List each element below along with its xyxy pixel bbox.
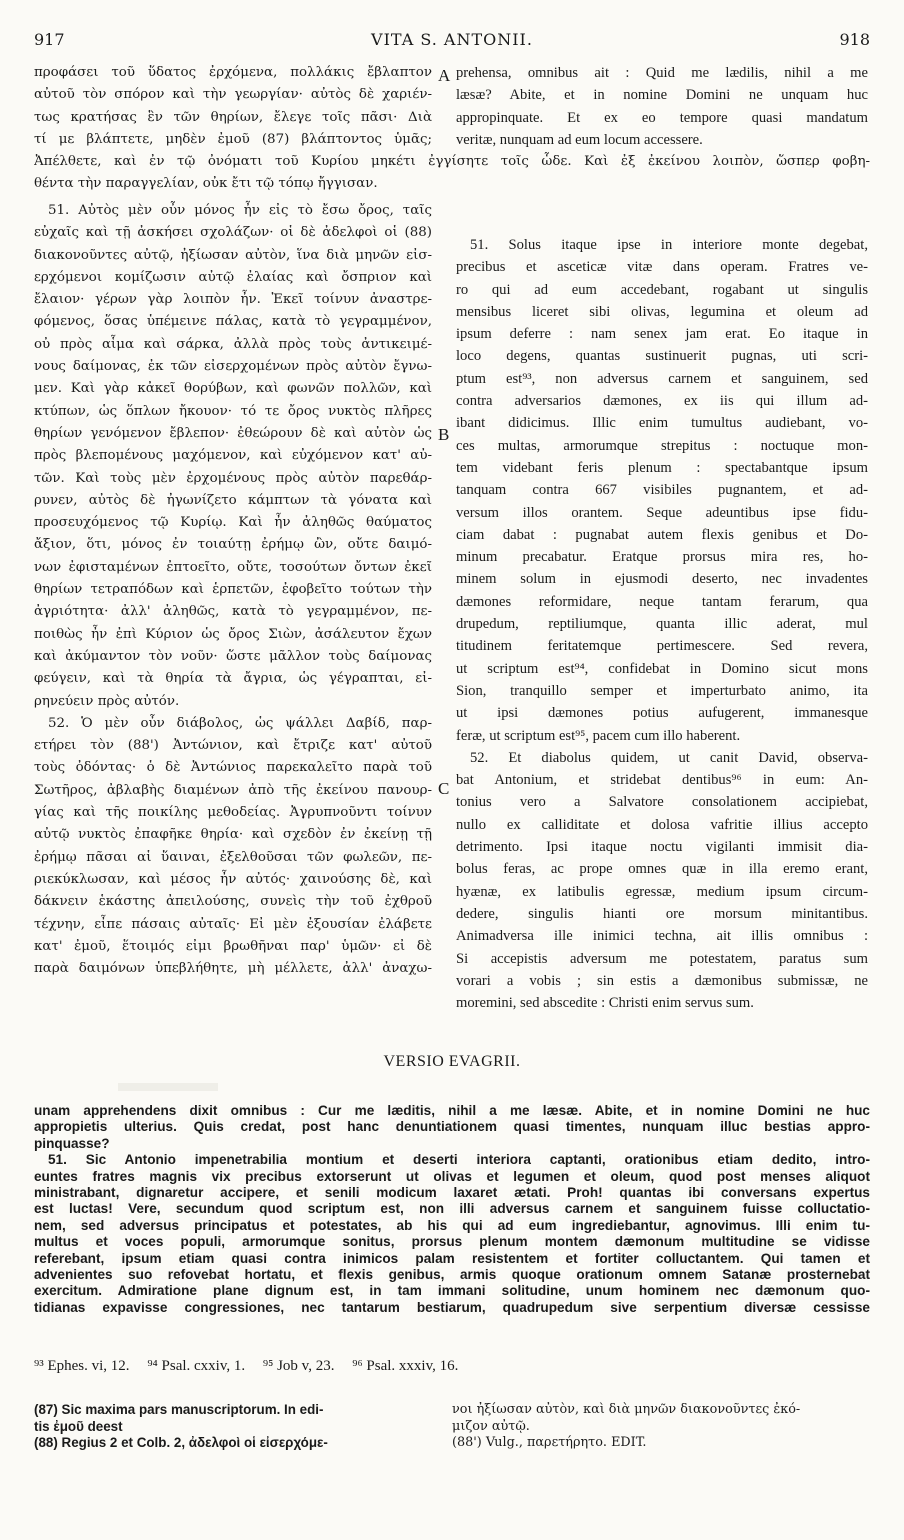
greek-line: πρὸς βλεπομένους μαχόμενον, καὶ εὐχόμενον κατ' αὐ- <box>34 448 432 464</box>
page-header <box>34 30 870 54</box>
latin-line: tem videbant feris plenum : spectabantque ipsum <box>456 459 868 476</box>
latin-line: minum precabatur. Eratque prorsus mira res, ho- <box>456 549 868 566</box>
greek-line: καὶ ἀκύμαντον τὸν νοῦν· ὥστε μᾶλλον τοὺς δαίμονας <box>34 648 432 664</box>
greek-line: ερχόμενοι κομίζωσιν αὐτῷ ἐλαίας καὶ ὄσπριον καὶ <box>34 269 432 285</box>
evagrius-line: appropietis ulterius. Quis credat, post hanc denuntiationem quasi timentes, nunquam illuc bestias appro- <box>34 1119 870 1135</box>
faint-stamp <box>118 1079 218 1097</box>
greek-line: ριεκύκλωσαν, καὶ μέσος ἦν αὐτός· χαινούσης δὲ, καὶ <box>34 871 432 887</box>
evagrius-line: pinquasse? <box>34 1135 110 1151</box>
greek-line: οὐ πρὸς αἷμα καὶ σάρκα, ἀλλὰ πρὸς τοὺς ἀντικειμέ- <box>34 336 432 352</box>
greek-line: ἐρήμῳ πᾶσαι αἱ ὕαιναι, ἐξελθοῦσαι τῶν φωλεῶν, πε- <box>34 849 432 865</box>
evagrius-line: nem, sed adversus principatus et potestates, ab his qui ad eum ingrediebantur, agnovimus. Illi enim tu- <box>34 1217 870 1233</box>
notes-right <box>452 1402 870 1452</box>
greek-line: τοὺς ὀδόντας· ὁ δὲ Ἀντώνιος παρεκαλεῖτο παρὰ τοῦ <box>34 760 432 776</box>
latin-line: ptum est⁹³, non adversus carnem et sanguinem, sed <box>456 370 868 387</box>
greek-line: ρυνεν, αὐτὸς δὲ ἠγωνίζετο κάμπτων τὰ γόνατα καὶ <box>34 492 432 508</box>
running-title: VITA S. ANTONII. <box>371 30 533 49</box>
greek-column-top <box>34 62 432 151</box>
greek-line: ρηνεύειν πρὸς αὐτόν. <box>34 693 180 709</box>
greek-line: 52. Ὁ μὲν οὖν διάβολος, ὡς ψάλλει Δαβίδ, παρ- <box>48 715 432 731</box>
latin-line: drupedum, reptiliumque, quanta illic aderat, mul <box>456 616 868 633</box>
latin-line: contra adversarios dæmones, ex iis qui illum ad- <box>456 393 868 410</box>
greek-line: θέντα τὴν παραγγελίαν, οὐκ ἔτι τῷ τόπῳ ἤγγισαν. <box>34 176 378 192</box>
greek-line: ετήρει τὸν (88') Ἀντώνιον, καὶ ἔτριζε κατ' αὐτοῦ <box>34 738 432 754</box>
scripture-references <box>34 1358 870 1375</box>
latin-line: ipsum deferre : nam senex jam erat. Eo itaque in <box>456 326 868 343</box>
latin-line: Sion, tranquillo semper et imperturbato animo, ita <box>456 682 868 699</box>
greek-full-width <box>34 151 870 196</box>
latin-line: nullo ex calliditate et dolosa vafritie illius accepto <box>456 816 868 833</box>
greek-line: θηρίων γενόμενον ἔβλεπον· ἐθεώρουν δὲ καὶ αὐτὸν ὡς <box>34 425 432 441</box>
latin-line: vorari a vobis ; sin estis a dæmonibus submissæ, ne <box>456 972 868 989</box>
latin-line: veritæ, nunquam ad eum locum accessere. <box>456 131 703 148</box>
greek-line: τως κρατήσας ἓν τῶν θηρίων, ἔλεγε τοῖς πᾶσι· Διὰ <box>34 109 432 125</box>
latin-line: Si accepistis adversum me potestatem, paratus sum <box>456 950 868 967</box>
greek-line: προφάσει τοῦ ὕδατος ἐρχόμενα, πολλάκις ἔβλαπτον <box>34 65 432 80</box>
latin-line: tonius vero a Salvatore consolationem accipiebat, <box>456 794 868 811</box>
greek-line: Σωτῆρος, ἀβλαβὴς διαμένων ἀπὸ τῆς ἐκείνου πανουρ- <box>34 782 432 798</box>
latin-line: detrimento. Ipsi itaque noctu vigilanti immisit dia- <box>456 839 868 856</box>
latin-line: ciam dabat : pugnabat autem flexis genibus et Do- <box>456 526 868 543</box>
greek-line: παρὰ δαιμόνων ὑπεβλήθητε, μὴ μέλλετε, ἀλλ' ἀναχω- <box>34 961 432 977</box>
latin-line: loco degens, quantas sustinuerit pugnas, uti scri- <box>456 348 868 365</box>
latin-line: bat Antonium, et stridebat dentibus⁹⁶ in eum: An- <box>456 772 868 789</box>
greek-line: κτύπων, ὡς ὅπλων ἤκουον· τό τε ὄρος νυκτὸς πλῆρες <box>34 403 432 419</box>
latin-line: dedere, singulis hianti ore morsum minitantibus. <box>456 905 868 922</box>
greek-line: εὐχαῖς καὶ τῇ ἀσκήσει σχολάζων· οἱ δὲ ἀδελφοὶ οἱ (88) <box>34 225 432 241</box>
note-line: (87) Sic maxima pars manuscriptorum. In edi- <box>34 1402 324 1417</box>
greek-line: ἀγριότητα· ἀλλ' ἀληθῶς, κατὰ τὸ γεγραμμένον, πε- <box>34 604 432 620</box>
greek-line: Ἀπέλθετε, καὶ ἐν τῷ ὀνόματι τοῦ Κυρίου μηκέτι ἐγγίσητε τοῖς ὧδε. Καὶ ἐξ ἐκείνου λοιπὸν, ὥσπερ φοβη- <box>34 154 870 169</box>
notes-left <box>34 1402 436 1452</box>
latin-line: hyænæ, ex latibulis egressæ, medium ipsum circum- <box>456 883 868 900</box>
greek-line: μεν. Καὶ γὰρ κἀκεῖ θορύβων, καὶ φωνῶν πολλῶν, καὶ <box>34 381 432 397</box>
latin-line: tanquam contra 667 visibiles pugnantem, et ad- <box>456 482 868 499</box>
greek-line: γίας καὶ τῆς ποικίλης μεθοδείας. Ἀγρυπνοῦντι τοίνυν <box>34 805 432 821</box>
greek-line: 51. Αὐτὸς μὲν οὖν μόνος ἦν εἰς τὸ ἔσω ὄρος, ταῖς <box>48 203 432 218</box>
greek-line: τέχνην, εἶπε πάσαις αὐταῖς· Εἰ μὲν ἐξουσίαν ἐλάβετε <box>34 916 432 932</box>
latin-line: Animadversa ille inimici techna, ait illis omnibus : <box>456 928 868 945</box>
greek-line: αὐτοῦ τὸν σπόρον καὶ τὴν γεωργίαν· αὐτὸς δὲ χαριέν- <box>34 87 432 103</box>
latin-line: mensibus liceret sibi olivas, legumina et oleum ad <box>456 303 868 320</box>
latin-line: minem solum in ejusmodi deserto, nec invadentes <box>456 571 868 588</box>
latin-column-main <box>456 234 868 1014</box>
note-line: (88') Vulg., παρετήρητο. EDIT. <box>452 1435 647 1450</box>
note-line: tis ἐμοῦ deest <box>34 1418 123 1434</box>
latin-line: feræ, ut scriptum est⁹⁵, pacem cum illo haberent. <box>456 727 741 744</box>
latin-column-top <box>456 62 868 151</box>
latin-line: ut scriptum est⁹⁴, confidebat in Domino sicut mons <box>456 660 868 677</box>
greek-line: θηρίων τετραπόδων καὶ ἑρπετῶν, ἐφοβεῖτο τούτων τὴν <box>34 582 432 598</box>
greek-line: ἄξιον, ὅτι, μόνος ἐν τοιαύτῃ ἐρήμῳ ὢν, οὔτε δαιμό- <box>34 537 432 553</box>
greek-line: διακονοῦντες αὐτῷ, ἠξίωσαν αὐτὸν, ἵνα διὰ μηνῶν εἰσ- <box>34 247 432 263</box>
margin-mark-c: C <box>438 779 450 798</box>
latin-line: ut ipsi dæmones potius aufugerent, immanesque <box>456 705 868 722</box>
page-number-right: 918 <box>839 30 870 49</box>
evagrius-line: euntes fratres magnis vix precibus extorserunt ut olivas et legumen et oleum, quod post menses aliquot <box>34 1168 870 1184</box>
latin-line: prehensa, omnibus ait : Quid me lædilis, nihil a me <box>456 65 868 81</box>
note-line: (88) Regius 2 et Colb. 2, ἀδελφοὶ οἱ εἰσερχόμε- <box>34 1435 328 1450</box>
evagrius-line: referebant, ipsum etiam quasi contra inimicos palam resistentem et fortiter colluctantem. Qui tamen et <box>34 1250 870 1266</box>
scripture-ref: ⁹⁴ Psal. cxxiv, 1. <box>147 1358 246 1374</box>
greek-line: προσευχόμενος τῷ Κυρίῳ. Καὶ ἦν ἀληθῶς θαύματος <box>34 515 432 531</box>
greek-line: αὐτῷ νυκτὸς ἐπαφῆκε θηρία· καὶ σχεδὸν ἐν ἐκείνῃ τῇ <box>34 827 432 843</box>
margin-mark-a: A <box>438 66 451 85</box>
latin-line: læsæ? Abite, et in nomine Domini ne unquam huc <box>456 87 868 104</box>
latin-line: ces multas, armorumque strepitus : noctuque mon- <box>456 437 868 454</box>
latin-line: versum illos orantem. Seque adeuntibus ipse fidu- <box>456 504 868 521</box>
evagrius-line: exercitum. Admiratione plane dignum est, in tam immani solitudine, unum hominem nec dæmonum quo- <box>34 1283 870 1299</box>
evagrius-line: 51. Sic Antonio impenetrabilia montium et deserti interiora captanti, orationibus etiam dedito, intro- <box>48 1152 870 1168</box>
latin-line: precibus et asceticæ vitæ dans operam. Fratres ve- <box>456 259 868 276</box>
margin-mark-b: B <box>438 425 450 444</box>
latin-line: ibant didicimus. Illic enim tumultus audiebant, vo- <box>456 415 868 432</box>
greek-line: δάκνειν ἑκάστης ἀπειλούσης, συνεὶς τὴν τοῦ ἐχθροῦ <box>34 894 432 910</box>
greek-line: τί με βλάπτετε, μηδὲν ἐμοῦ (87) βλάπτοντος ὑμᾶς; <box>34 131 432 147</box>
greek-column-main <box>34 200 432 980</box>
greek-line: ἔλαιον· γέρων γὰρ λοιπὸν ἦν. Ἐκεῖ τοίνυν ἀναστρε- <box>34 292 432 308</box>
note-line: νοι ἠξίωσαν αὐτὸν, καὶ διὰ μηνῶν διακονοῦντες ἐκό- <box>452 1402 801 1417</box>
greek-line: νους δαίμονας, ἐκ τῶν εἰσερχομένων πρὸς αὐτὸν ἔγνω- <box>34 359 432 375</box>
evagrius-text <box>34 1103 870 1316</box>
scripture-ref: ⁹³ Ephes. vi, 12. <box>34 1358 130 1374</box>
evagrius-line: est luctas! Vere, secundum quod scriptum est, non illi adversus carnem et sanguinem fuisse colluctatio- <box>34 1201 870 1217</box>
scripture-ref: ⁹⁵ Job v, 23. <box>262 1358 335 1374</box>
latin-line: titudinem feritatemque pertimescere. Sed revera, <box>456 638 868 655</box>
scripture-ref: ⁹⁶ Psal. xxxiv, 16. <box>352 1358 459 1374</box>
evagrius-line: tidianas expavisse congressiones, nec tantarum bestiarum, quadrupedum sive serpentium diversæ cessisse <box>34 1299 870 1315</box>
evagrius-line: multus et voces populi, armorumque sonitus, prorsus plenum montem dæmonum multitudine se vidisse <box>34 1234 870 1250</box>
page-number-left: 917 <box>34 30 65 49</box>
latin-line: bolus feras, ac prope omnes quæ in illa eremo erant, <box>456 861 868 878</box>
latin-line: appropinquate. Et ex eo tempore quasi mandatum <box>456 109 868 126</box>
greek-line: ποιθὼς ἦν ἐπὶ Κύριον ὡς ὄρος Σιὼν, ἀσάλευτον ἔχων <box>34 626 432 642</box>
evagrius-line: ministrabant, dignaretur accipere, et senili modicum laxaret ætati. Proh! quantas ibi conversans expertus <box>34 1185 870 1201</box>
latin-line: ro qui ad eum accedebant, rogabant ut singulis <box>456 281 868 298</box>
evagrius-line: unam apprehendens dixit omnibus : Cur me læditis, nihil a me læsæ. Abite, et in nomine Domini ne huc <box>34 1103 870 1118</box>
greek-line: κατ' ἐμοῦ, ἕτοιμός εἰμι βρωθῆναι παρ' ὑμῶν· εἰ δὲ <box>34 938 432 954</box>
section-title: VERSIO EVAGRII. <box>383 1053 521 1070</box>
latin-line: moremini, sed abscedite : Christi enim servus sum. <box>456 995 754 1012</box>
greek-line: φόμενος, ὅσας ὑπέμεινε πάλας, κατὰ τὸ γεγραμμένον, <box>34 314 432 330</box>
greek-line: τῶν. Καὶ τοὺς μὲν ἐρχομένους πρὸς αὐτὸν παρεθάρ- <box>34 470 432 486</box>
latin-line: 51. Solus itaque ipse in interiore monte degebat, <box>470 237 868 253</box>
greek-line: νων ἐφισταμένων ἐπτοεῖτο, οὔτε, τοσούτων ὄντων ἐκεῖ <box>34 559 432 575</box>
evagrius-line: advenientes suo refovebat hortatu, et flexis genibus, armis quoque orationum omnem Satanæ prosternebat <box>34 1267 870 1283</box>
latin-line: 52. Et diabolus quidem, ut canit David, observa- <box>470 749 868 766</box>
note-line: μιζον αὐτῷ. <box>452 1418 530 1434</box>
greek-line: φεύγειν, καὶ τὰ θηρία τὰ ἄγρια, ὡς γέγραπται, εἰ- <box>34 671 432 687</box>
latin-line: dæmones reformidare, neque tantam ferarum, qua <box>456 593 868 610</box>
